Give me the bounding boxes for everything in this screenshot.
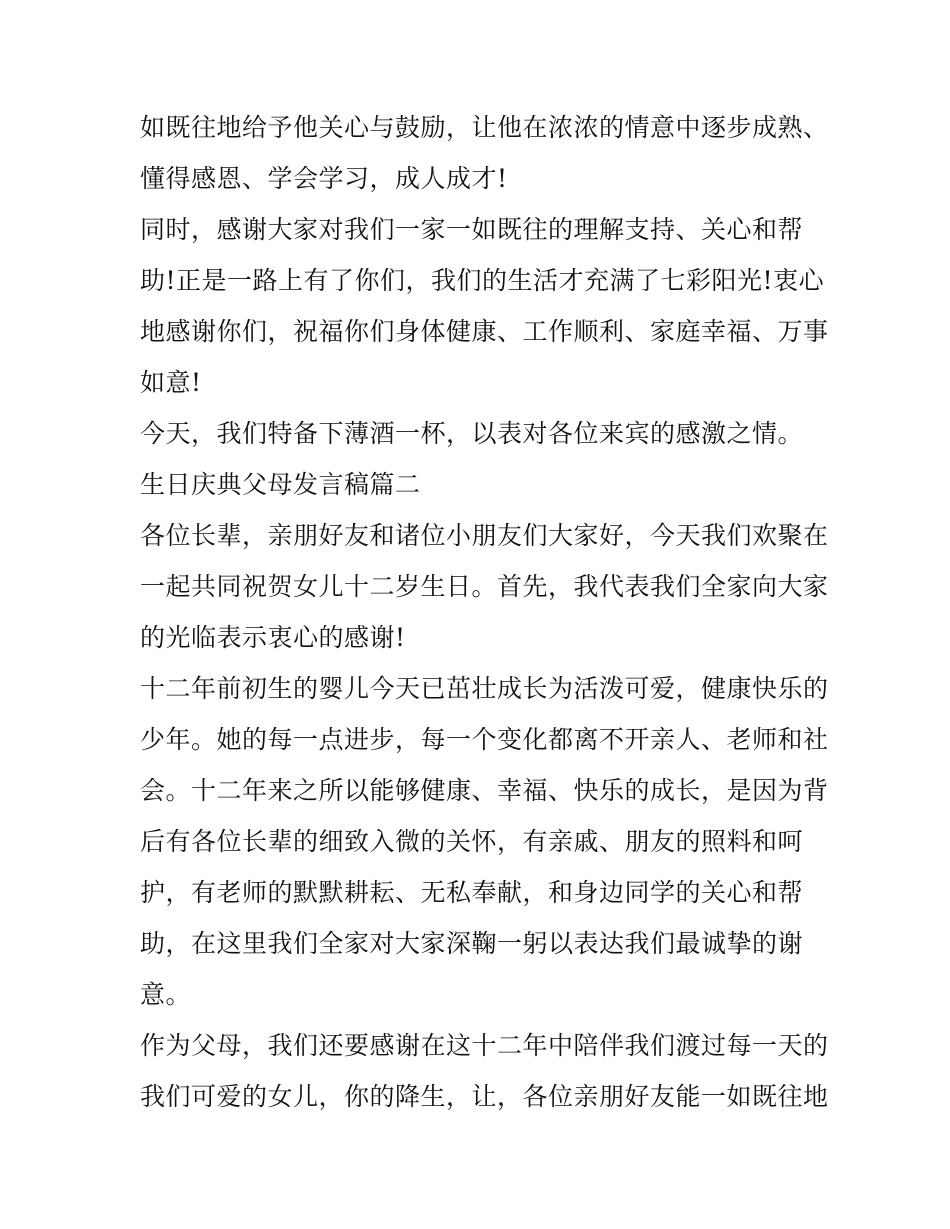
- text-line: 如意!: [140, 368, 202, 397]
- body-text: [140, 102, 829, 1122]
- text-line: 少年。她的每一点进步，每一个变化都离不开亲人、老师和社: [140, 725, 829, 754]
- text-line: 后有各位长辈的细致入微的关怀，有亲戚、朋友的照料和呵: [140, 827, 804, 856]
- text-line: 一起共同祝贺女儿十二岁生日。首先，我代表我们全家向大家: [140, 572, 829, 601]
- text-line: 助!正是一路上有了你们，我们的生活才充满了七彩阳光!衷心: [140, 266, 825, 295]
- section-heading: 生日庆典父母发言稿篇二: [140, 470, 421, 499]
- text-line: 各位长辈，亲朋好友和诸位小朋友们大家好，今天我们欢聚在: [140, 521, 829, 550]
- text-line: 意。: [140, 980, 192, 1009]
- text-line: 作为父母，我们还要感谢在这十二年中陪伴我们渡过每一天的: [140, 1031, 829, 1060]
- text-line: 懂得感恩、学会学习，成人成才!: [140, 164, 508, 193]
- text-line: 会。十二年来之所以能够健康、幸福、快乐的成长，是因为背: [140, 776, 829, 805]
- text-line: 的光临表示衷心的感谢!: [140, 623, 406, 652]
- text-line: 十二年前初生的婴儿今天已茁壮成长为活泼可爱，健康快乐的: [140, 674, 829, 703]
- text-line: 助，在这里我们全家对大家深鞠一躬以表达我们最诚挚的谢: [140, 929, 804, 958]
- text-line: 如既往地给予他关心与鼓励，让他在浓浓的情意中逐步成熟、: [140, 113, 829, 142]
- text-line: 地感谢你们，祝福你们身体健康、工作顺利、家庭幸福、万事: [140, 317, 829, 346]
- text-line: 我们可爱的女儿，你的降生，让，各位亲朋好友能一如既往地: [140, 1082, 829, 1111]
- text-line: 同时，感谢大家对我们一家一如既往的理解支持、关心和帮: [140, 215, 804, 244]
- text-line: 今天，我们特备下薄酒一杯，以表对各位来宾的感激之情。: [140, 419, 804, 448]
- text-line: 护，有老师的默默耕耘、无私奉献，和身边同学的关心和帮: [140, 878, 804, 907]
